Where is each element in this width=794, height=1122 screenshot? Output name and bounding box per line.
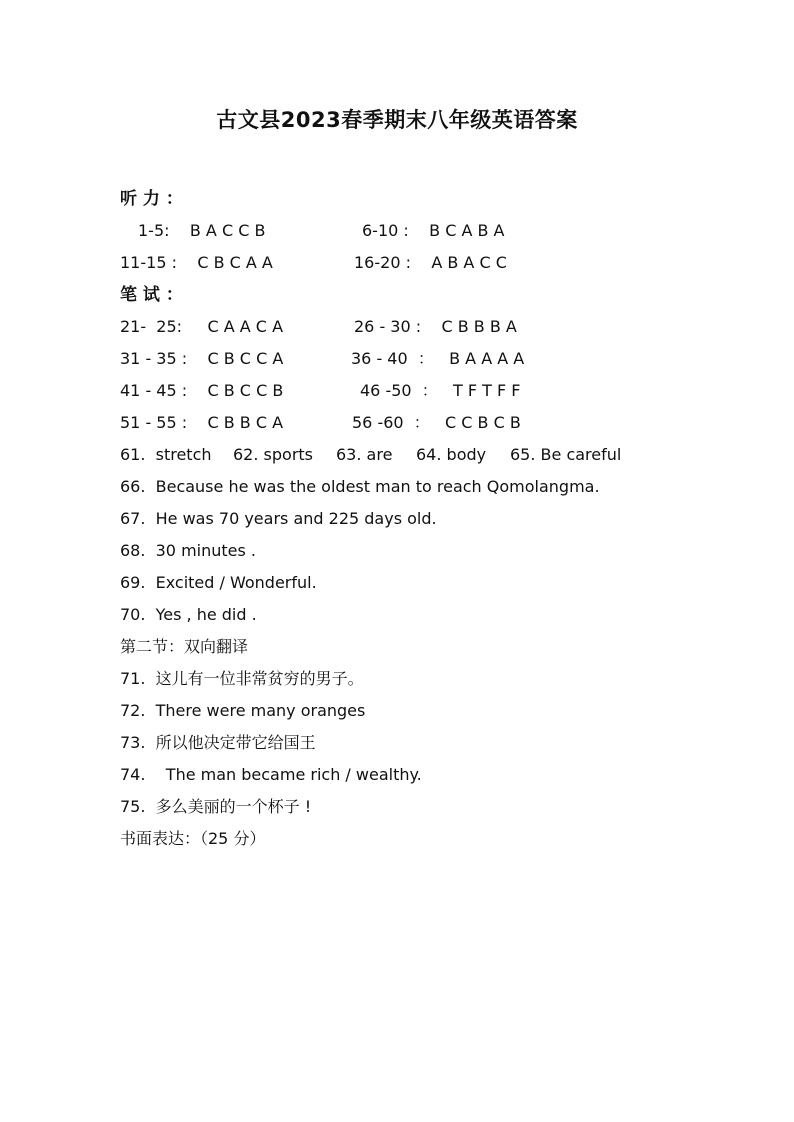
fill-answer-65: 65. Be careful (510, 445, 622, 464)
fill-answer-63: 63. are (336, 445, 393, 464)
fill-answer-62: 62. sports (233, 445, 313, 464)
answer-67: 67. He was 70 years and 225 days old. (120, 509, 437, 528)
answer-row-6-right: 56 -60 ： C C B C B (352, 413, 521, 432)
answer-66: 66. Because he was the oldest man to reach Qomolangma. (120, 477, 600, 496)
translation-74: 74. The man became rich / wealthy. (120, 765, 422, 784)
answer-69: 69. Excited / Wonderful. (120, 573, 317, 592)
translation-heading: 第二节：双向翻译 (120, 637, 249, 656)
translation-71: 71. 这儿有一位非常贫穷的男子。 (120, 669, 364, 688)
answer-row-1-right: 6-10 : B C A B A (362, 221, 505, 240)
answer-70: 70. Yes , he did . (120, 605, 257, 624)
composition-heading: 书面表达：（25 分） (120, 829, 266, 848)
answer-row-5-left: 41 - 45 : C B C C B (120, 381, 284, 400)
translation-75: 75. 多么美丽的一个杯子 ! (120, 797, 312, 816)
writing-heading: 笔 试 ： (120, 285, 183, 305)
answer-row-3-left: 21- 25: C A A C A (120, 317, 284, 336)
fill-answer-64: 64. body (416, 445, 487, 464)
answer-row-5-right: 46 -50 ： T F T F F (360, 381, 521, 400)
answer-68: 68. 30 minutes . (120, 541, 256, 560)
listening-heading: 听 力 ： (120, 189, 183, 209)
translation-73: 73. 所以他决定带它给国王 (120, 733, 316, 752)
answer-row-3-right: 26 - 30 : C B B B A (354, 317, 517, 336)
answer-row-2-right: 16-20 : A B A C C (354, 253, 507, 272)
answer-row-4-right: 36 - 40 ： B A A A A (351, 349, 525, 368)
fill-answer-61: 61. stretch (120, 445, 212, 464)
page-title: 古文县2023春季期末八年级英语答案 (216, 108, 578, 132)
answer-row-4-left: 31 - 35 : C B C C A (120, 349, 284, 368)
translation-72: 72. There were many oranges (120, 701, 366, 720)
answer-row-1-left: 1-5: B A C C B (138, 221, 266, 240)
answer-row-2-left: 11-15 : C B C A A (120, 253, 273, 272)
answer-row-6-left: 51 - 55 : C B B C A (120, 413, 284, 432)
